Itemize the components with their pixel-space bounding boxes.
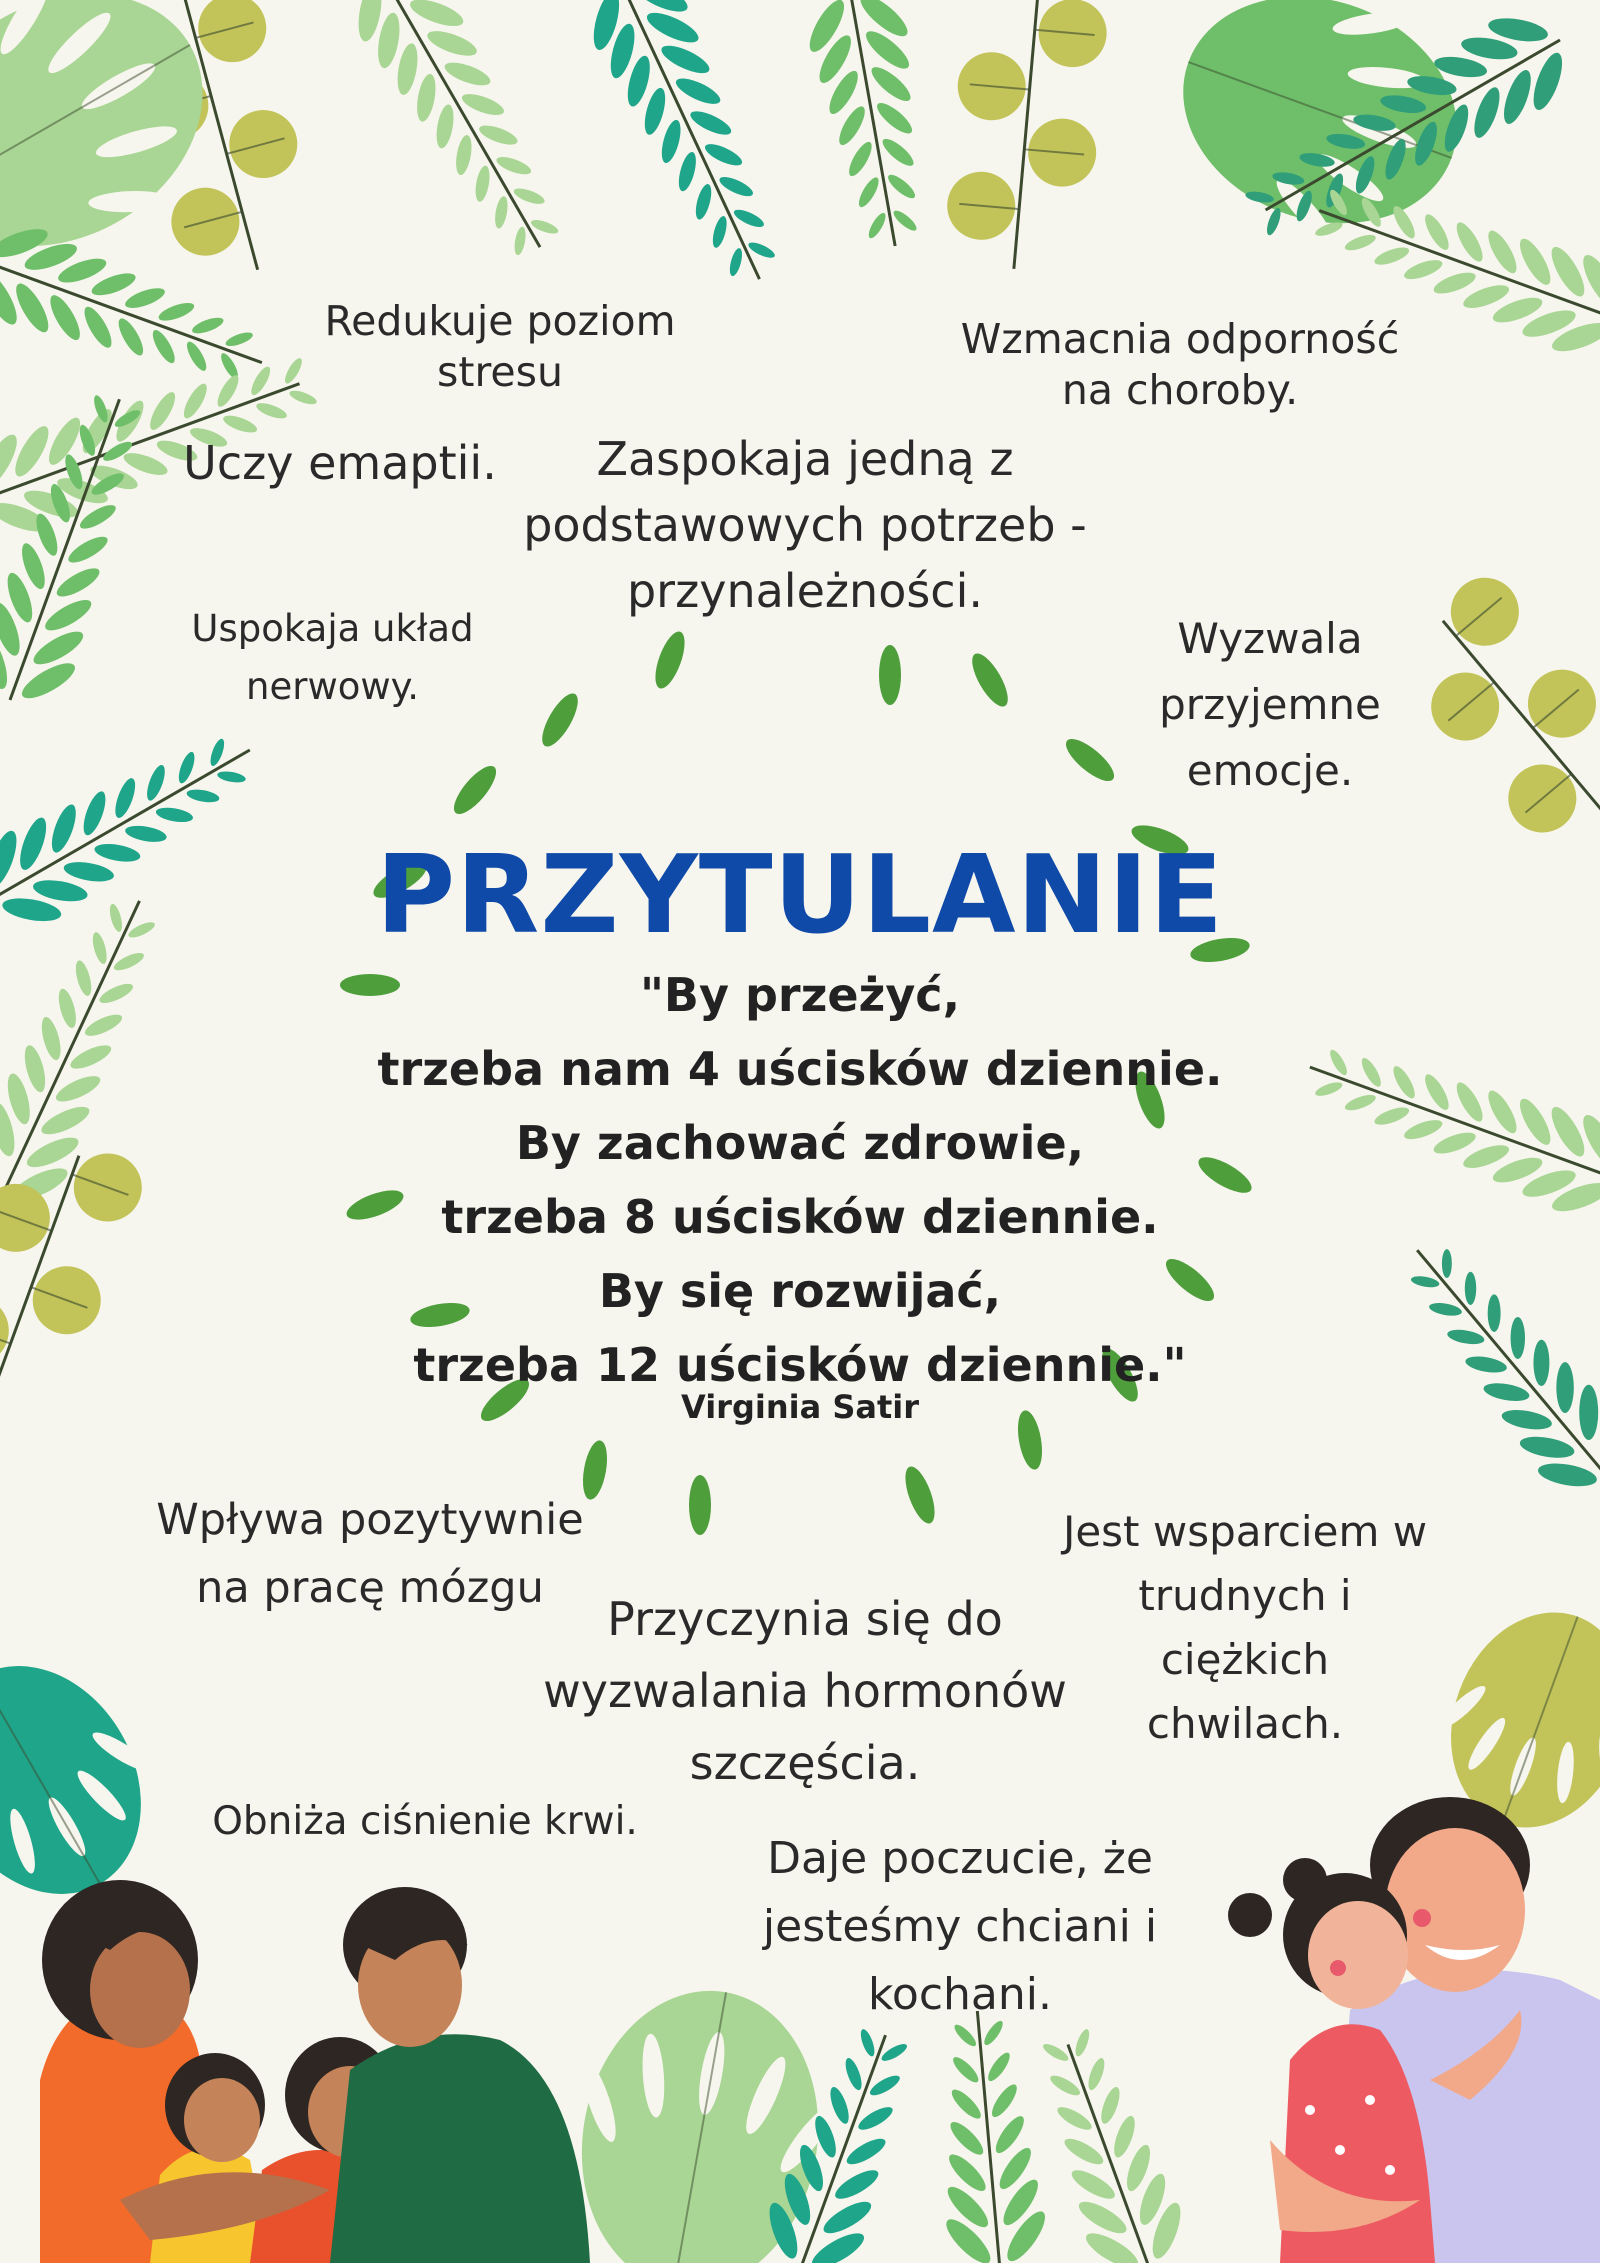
quote-line: trzeba 8 uścisków dziennie. <box>441 1190 1159 1244</box>
benefit-line: trudnych i ciężkich <box>1138 1571 1352 1684</box>
benefit-line: emocje. <box>1186 746 1354 795</box>
benefit-line: na choroby. <box>1061 366 1299 415</box>
benefit-line: Wpływa pozytywnie <box>156 1495 584 1545</box>
fern-leaf-icon <box>922 2006 1056 2263</box>
benefit-brain <box>150 1486 590 1622</box>
confetti-leaf-icon <box>965 649 1014 712</box>
confetti-leaf-icon <box>879 645 901 705</box>
benefit-loved <box>740 1825 1180 2029</box>
eucalyptus-leaf-icon <box>0 1118 151 1425</box>
benefit-line: Wyzwala przyjemne <box>1159 614 1381 729</box>
benefit-blood-pressure <box>200 1798 650 1847</box>
benefit-empathy <box>180 435 500 493</box>
quote-line: trzeba nam 4 uścisków dziennie. <box>377 1042 1223 1096</box>
confetti-leaf-icon <box>689 1475 711 1535</box>
fern-leaf-icon <box>1374 1214 1600 1516</box>
benefit-line: Uspokaja układ <box>191 607 474 650</box>
quote-line: "By przeżyć, <box>639 968 961 1022</box>
benefit-line: stresu <box>437 348 563 397</box>
quote-line: trzeba 12 uścisków dziennie." <box>413 1338 1187 1392</box>
benefit-line: nerwowy. <box>246 665 419 708</box>
benefit-line: Redukuje poziom <box>324 297 676 345</box>
benefit-line: Daje poczucie, że <box>767 1833 1153 1884</box>
benefit-line: Jest wsparciem w <box>1062 1507 1428 1556</box>
fern-leaf-icon <box>795 0 950 256</box>
benefit-line: wyzwalania hormonów <box>543 1664 1067 1718</box>
fern-leaf-icon <box>331 0 589 276</box>
benefit-line: Wzmacnia odporność <box>960 315 1400 363</box>
benefit-stress <box>300 296 700 399</box>
benefit-line: Obniża ciśnienie krwi. <box>212 1799 638 1844</box>
fern-leaf-icon <box>1290 1014 1600 1234</box>
fern-leaf-icon <box>0 380 173 720</box>
benefit-immunity <box>950 314 1410 417</box>
benefit-belonging <box>520 426 1090 624</box>
fern-leaf-icon <box>569 0 811 303</box>
poster-title: PRZYTULANIE <box>376 833 1224 958</box>
eucalyptus-leaf-icon <box>942 0 1112 275</box>
quote-author: Virginia Satir <box>681 1388 919 1426</box>
benefit-line: Przyczynia się do <box>607 1592 1003 1646</box>
benefit-line: kochani. <box>868 1969 1052 2020</box>
father-daughter-hug-illustration <box>1228 1797 1600 2263</box>
benefit-line: chwilach. <box>1146 1699 1344 1748</box>
hug-quote <box>300 958 1300 1402</box>
benefit-line: jesteśmy chciani i <box>762 1901 1158 1952</box>
fern-leaf-icon <box>0 207 281 415</box>
fern-leaf-icon <box>0 701 278 949</box>
quote-line: By zachować zdrowie, <box>515 1116 1085 1170</box>
benefit-line: podstawowych potrzeb - <box>523 498 1087 552</box>
confetti-leaf-icon <box>649 628 690 692</box>
confetti-leaf-icon <box>535 689 584 752</box>
benefit-line: szczęścia. <box>689 1736 921 1790</box>
benefit-line: Uczy emaptii. <box>183 436 497 490</box>
benefit-hormones <box>530 1583 1080 1799</box>
family-hug-illustration <box>40 1880 590 2263</box>
benefit-support <box>1050 1500 1440 1756</box>
benefit-line: przynależności. <box>626 564 983 618</box>
confetti-leaf-icon <box>899 1463 940 1527</box>
confetti-leaf-icon <box>447 760 502 820</box>
benefit-line: na pracę mózgu <box>196 1563 544 1613</box>
benefit-nervous-system <box>170 600 495 716</box>
benefit-emotions <box>1060 606 1480 804</box>
benefit-line: Zaspokaja jedną z <box>596 432 1014 486</box>
quote-line: By się rozwijać, <box>598 1264 1002 1318</box>
